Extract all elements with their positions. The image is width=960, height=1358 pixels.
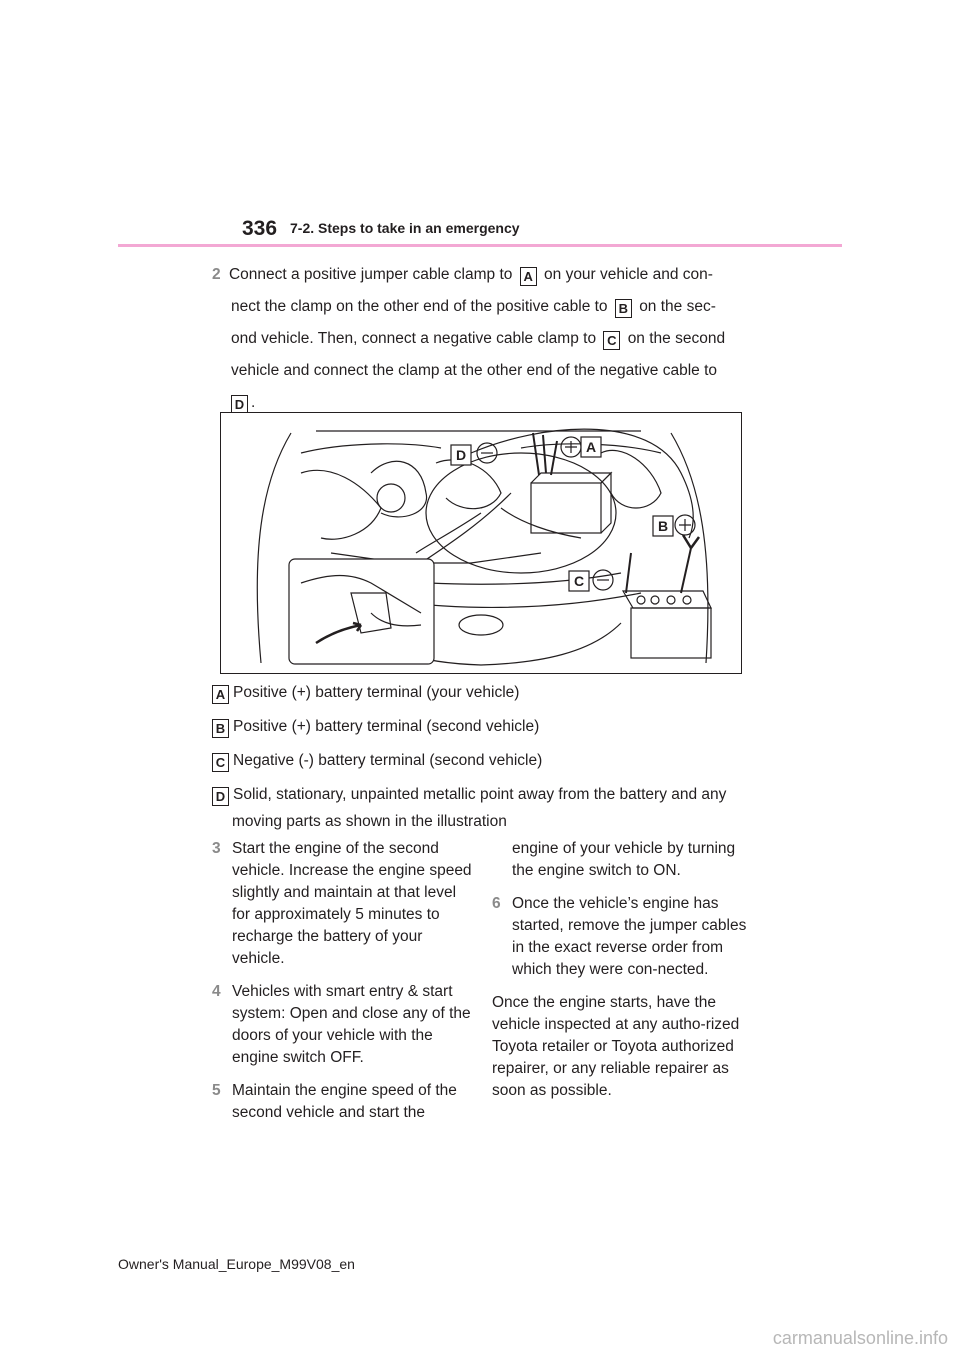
step-4-text: Vehicles with smart entry & start system: Open and close any of the doors of your vehicle with the engine switch OFF. (232, 983, 471, 1066)
label-b-box: B (615, 299, 632, 318)
step-2-text: ond vehicle. Then, connect a negative cable clamp to (231, 330, 597, 347)
label-c-box: C (212, 753, 229, 772)
section-title: 7-2. Steps to take in an emergency (290, 220, 520, 236)
legend-text: Positive (+) battery terminal (second vehicle) (233, 718, 540, 735)
engine-bay-drawing (221, 413, 741, 673)
step-2-text: nect the clamp on the other end of the positive cable to (231, 298, 608, 315)
closing-paragraph: Once the engine starts, have the vehicle inspected at any autho-rized Toyota retailer or Toyota authorized repairer, or any reliable repairer as soon as possible. (492, 994, 740, 1099)
label-b-box: B (212, 719, 229, 738)
label-d-box: D (212, 787, 229, 806)
step-3 (212, 838, 472, 970)
step-2-text: on your vehicle and con- (544, 266, 713, 283)
header-rule (118, 244, 842, 247)
label-d-box: D (231, 395, 248, 414)
step-2-text: on the sec- (639, 298, 716, 315)
figure-label-b: B (657, 518, 669, 534)
legend-text: Solid, stationary, unpainted metallic point away from the battery and any (233, 786, 727, 803)
page-number: 336 (242, 217, 278, 240)
step-5 (212, 1080, 472, 1124)
step-2-text: on the second (627, 330, 726, 347)
label-c-box: C (603, 331, 620, 350)
step-number: 6 (492, 895, 501, 912)
legend-item-c (212, 752, 542, 772)
step-number: 5 (212, 1082, 221, 1099)
legend-text: Positive (+) battery terminal (your vehicle) (233, 684, 520, 701)
step-number: 4 (212, 983, 221, 1000)
right-column (492, 838, 754, 1102)
step-4 (212, 981, 472, 1069)
label-a-box: A (520, 267, 537, 286)
figure-label-a: A (585, 439, 597, 455)
label-a-box: A (212, 685, 229, 704)
step-5-continued (492, 838, 754, 882)
figure-label-d: D (455, 447, 467, 463)
step-number: 3 (212, 840, 221, 857)
jump-start-illustration (220, 412, 742, 674)
step-3-text: Start the engine of the second vehicle. Increase the engine speed slightly and maintain at that level for approximately 5 minutes to recharge the battery of your vehicle. (232, 840, 472, 967)
legend-item-b (212, 718, 539, 738)
step-5-continued-text: engine of your vehicle by turning the engine switch to ON. (512, 840, 736, 879)
step-2-text: Connect a positive jumper cable clamp to (228, 266, 513, 283)
step-number: 2 (212, 266, 221, 283)
step-2-text: vehicle and connect the clamp at the other end of the negative cable to (231, 362, 717, 379)
watermark: carmanualsonline.info (772, 1328, 948, 1348)
legend-item-d-continued: moving parts as shown in the illustration (232, 813, 507, 830)
legend-item-d (212, 786, 726, 806)
footer-text: Owner's Manual_Europe_M99V08_en (118, 1256, 355, 1272)
step-6-text: Once the vehicle’s engine has started, remove the jumper cables in the exact reverse order from which they were con-nected. (512, 895, 747, 978)
figure-label-c: C (573, 573, 585, 589)
step-5-text: Maintain the engine speed of the second vehicle and start the (232, 1082, 457, 1121)
left-column (212, 838, 472, 1135)
step-6 (492, 893, 754, 981)
step-2 (212, 259, 772, 419)
step-2-text: . (251, 394, 256, 411)
legend-item-a (212, 684, 519, 704)
legend-text: Negative (-) battery terminal (second vehicle) (233, 752, 543, 769)
